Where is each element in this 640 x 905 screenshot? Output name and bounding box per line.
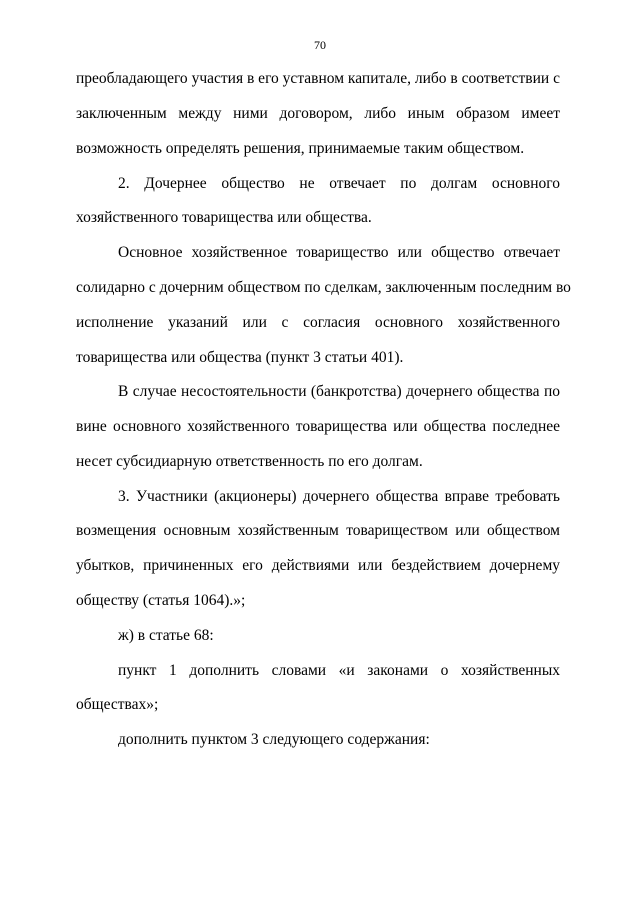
page-number: 70 <box>314 38 326 52</box>
text-line: дополнить пунктом 3 следующего содержания: <box>118 731 430 748</box>
text-line: хозяйственного товарищества или общества. <box>76 209 372 226</box>
text-line: В случае несостоятельности (банкротства) дочернего общества по <box>118 383 560 400</box>
text-line: солидарно с дочерним обществом по сделкам, заключенным последним во <box>76 279 571 296</box>
text-line: Основное хозяйственное товарищество или общество отвечает <box>118 244 560 261</box>
text-line: пункт 1 дополнить словами «и законами о хозяйственных <box>118 662 560 679</box>
text-line: товарищества или общества (пункт 3 статьи 401). <box>76 349 404 366</box>
text-line: ж) в статье 68: <box>118 627 214 644</box>
text-line: 3. Участники (акционеры) дочернего общества вправе требовать <box>118 488 560 505</box>
text-line: заключенным между ними договором, либо иным образом имеет <box>76 105 560 122</box>
text-line: исполнение указаний или с согласия основного хозяйственного <box>76 314 560 331</box>
text-line: 2. Дочернее общество не отвечает по долгам основного <box>118 175 560 192</box>
text-line: возмещения основным хозяйственным товариществом или обществом <box>76 522 560 539</box>
text-line: вине основного хозяйственного товарищества или общества последнее <box>76 418 560 435</box>
text-line: убытков, причиненных его действиями или бездействием дочернему <box>76 557 560 574</box>
text-line: преобладающего участия в его уставном капитале, либо в соответствии с <box>76 70 560 87</box>
text-line: несет субсидиарную ответственность по его долгам. <box>76 453 423 470</box>
text-line: возможность определять решения, принимаемые таким обществом. <box>76 140 525 157</box>
text-line: обществу (статья 1064).»; <box>76 592 246 609</box>
text-line: обществах»; <box>76 696 159 713</box>
